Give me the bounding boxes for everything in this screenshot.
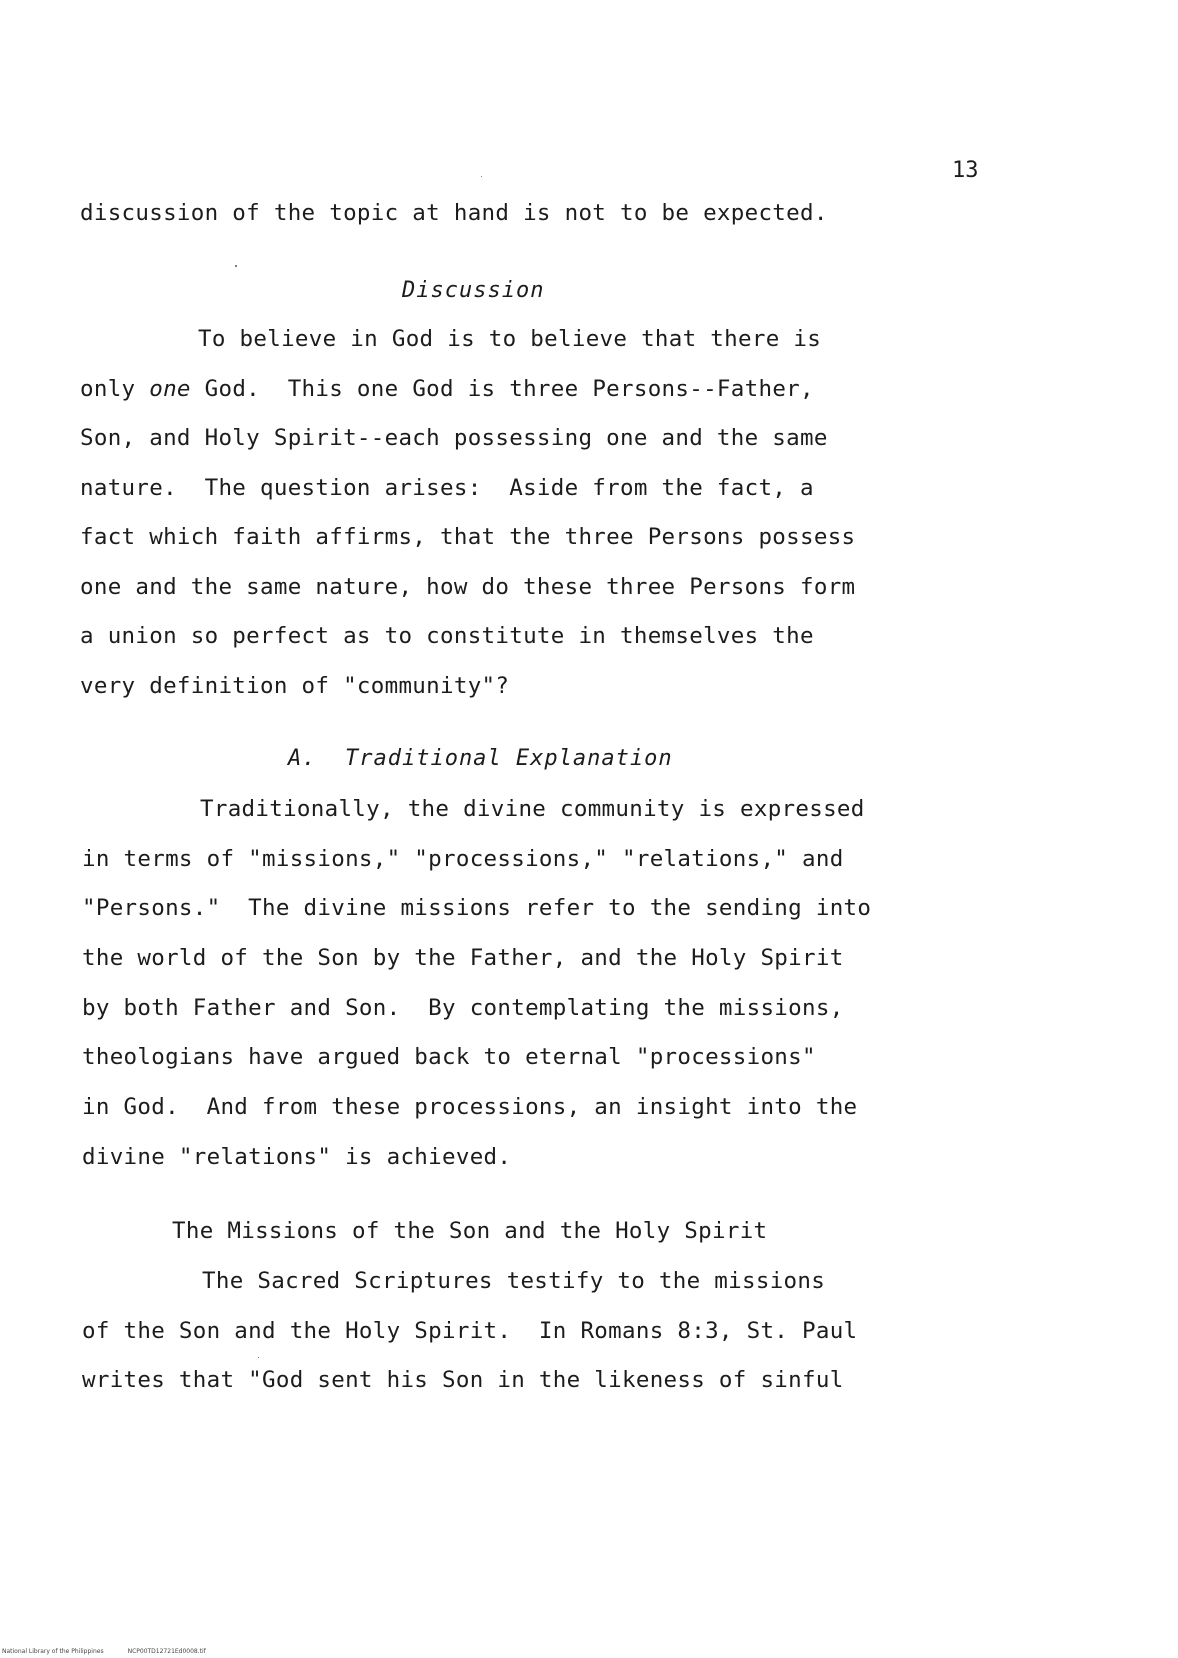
text-line: very definition of "community"?	[80, 673, 510, 699]
section-heading-traditional-explanation: A. Traditional Explanation	[288, 746, 673, 771]
scan-speck	[481, 176, 482, 177]
footer-library: National Library of the Philippines	[2, 1648, 104, 1655]
footer-file-id: NCP00TD12721Ed0008.tif	[127, 1648, 206, 1655]
text-line: a union so perfect as to constitute in themselves the	[80, 623, 814, 649]
text-line: discussion of the topic at hand is not to be expected.	[80, 200, 828, 226]
text-line: "Persons." The divine missions refer to the sending into	[82, 895, 872, 921]
emphasis-text: one	[149, 376, 191, 402]
text-line: The Sacred Scriptures testify to the missions	[202, 1268, 826, 1294]
scan-speck	[258, 1357, 259, 1358]
page-number: 13	[952, 158, 979, 183]
text-line: in God. And from these processions, an insight into the	[82, 1094, 858, 1120]
text-line-with-emphasis: only one God. This one God is three Persons--Father,	[80, 376, 814, 402]
text-line: the world of the Son by the Father, and the Holy Spirit	[82, 945, 844, 971]
text-line: theologians have argued back to eternal "processions"	[82, 1044, 816, 1070]
scan-speck	[235, 265, 237, 267]
section-heading-missions: The Missions of the Son and the Holy Spirit	[172, 1218, 768, 1244]
section-heading-discussion: Discussion	[402, 278, 545, 303]
text-line: Traditionally, the divine community is expressed	[200, 796, 865, 822]
text-line: writes that "God sent his Son in the likeness of sinful	[82, 1367, 844, 1393]
text-line: fact which faith affirms, that the three Persons possess	[80, 524, 856, 550]
text-line: one and the same nature, how do these three Persons form	[80, 574, 856, 600]
text-line: divine "relations" is achieved.	[82, 1144, 512, 1170]
text-line: nature. The question arises: Aside from the fact, a	[80, 475, 814, 501]
scan-footer	[2, 1648, 230, 1655]
text-line: Son, and Holy Spirit--each possessing one and the same	[80, 425, 828, 451]
text-line: To believe in God is to believe that there is	[198, 326, 822, 352]
text-line: of the Son and the Holy Spirit. In Romans 8:3, St. Paul	[82, 1318, 858, 1344]
text-line: in terms of "missions," "processions," "relations," and	[82, 846, 844, 872]
text-line: by both Father and Son. By contemplating the missions,	[82, 995, 844, 1021]
